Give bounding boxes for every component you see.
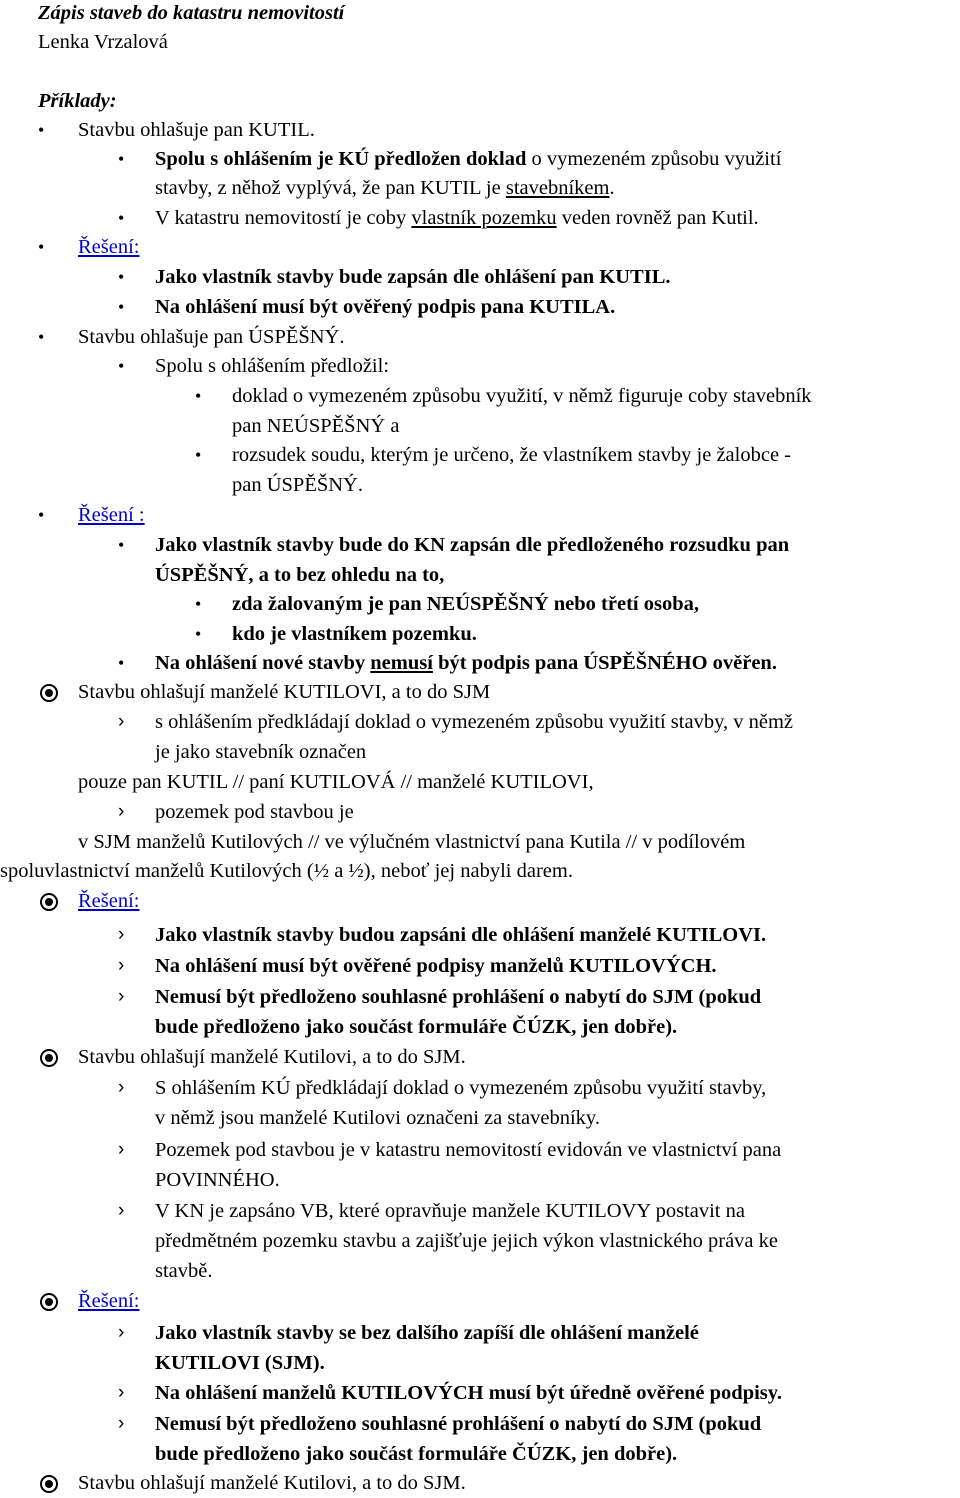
chevron-right-icon: ›: [118, 1382, 125, 1403]
bullet-icon: •: [118, 267, 125, 287]
ex4-line3: v němž jsou manželé Kutilovi označeni za stavebníky.: [155, 1107, 600, 1129]
bullet-icon: •: [118, 149, 125, 169]
ex1-resolution-1: Jako vlastník stavby bude zapsán dle ohlášení pan KUTIL.: [155, 266, 671, 288]
chevron-right-icon: ›: [118, 1139, 125, 1160]
chevron-right-icon: ›: [118, 711, 125, 732]
ex3-line1: Stavbu ohlašují manželé KUTILOVI, a to do SJM: [78, 681, 491, 703]
bullet-icon: •: [118, 653, 125, 673]
ex2-resolution-5-underlined: nemusí: [370, 652, 433, 674]
ex2-resolution-5: [155, 648, 777, 678]
bullet-icon: •: [118, 535, 125, 555]
ex1-resolution-label[interactable]: Řešení:: [78, 236, 140, 258]
ex4-line2: S ohlášením KÚ předkládají doklad o vymezeném způsobu využití stavby,: [155, 1077, 767, 1099]
ex1-line3: [155, 173, 615, 203]
circle-bullet-icon: [40, 893, 58, 911]
ex2-resolution-5-pre: Na ohlášení nové stavby: [155, 652, 371, 674]
chevron-right-icon: ›: [118, 924, 125, 945]
ex4-line4: Pozemek pod stavbou je v katastru nemovitostí evidován ve vlastnictví pana: [155, 1139, 782, 1161]
ex1-line4: [155, 203, 759, 233]
ex4-resolution-label[interactable]: Řešení:: [78, 1290, 140, 1312]
ex2-line5: rozsudek soudu, kterým je určeno, že vlastníkem stavby je žalobce -: [232, 444, 792, 466]
circle-bullet-icon: [40, 684, 58, 702]
ex4-resolution-2: KUTILOVI (SJM).: [155, 1352, 325, 1374]
bullet-icon: •: [38, 237, 45, 257]
bullet-icon: •: [38, 327, 45, 347]
examples-heading: Příklady:: [38, 90, 117, 112]
bullet-icon: •: [118, 356, 125, 376]
ex2-line1: Stavbu ohlašuje pan ÚSPĚŠNÝ.: [78, 326, 345, 348]
ex2-resolution-2: ÚSPĚŠNÝ, a to bez ohledu na to,: [155, 564, 445, 586]
ex3-resolution-3: Nemusí být předloženo souhlasné prohlášení o nabytí do SJM (pokud: [155, 986, 762, 1008]
ex4-line7: předmětném pozemku stavbu a zajišťuje jejich výkon vlastnického práva ke: [155, 1230, 778, 1252]
ex3-resolution-label[interactable]: Řešení:: [78, 890, 140, 912]
circle-bullet-icon: [40, 1049, 58, 1067]
chevron-right-icon: ›: [118, 801, 125, 822]
ex2-resolution-3: zda žalovaným je pan NEÚSPĚŠNÝ nebo třetí osoba,: [232, 593, 699, 615]
ex4-line8: stavbě.: [155, 1260, 213, 1282]
ex4-resolution-1: Jako vlastník stavby se bez dalšího zapíší dle ohlášení manželé: [155, 1322, 699, 1344]
ex2-line6: pan ÚSPĚŠNÝ.: [232, 474, 363, 496]
ex3-line3: je jako stavebník označen: [155, 741, 367, 763]
circle-bullet-icon: [40, 1475, 58, 1493]
ex1-line3-pre: stavby, z něhož vyplývá, že pan KUTIL je: [155, 177, 506, 199]
ex3-resolution-1: Jako vlastník stavby budou zapsáni dle ohlášení manželé KUTILOVI.: [155, 924, 767, 946]
ex3-resolution-2: Na ohlášení musí být ověřené podpisy manželů KUTILOVÝCH.: [155, 955, 717, 977]
ex5-line1: Stavbu ohlašují manželé Kutilovi, a to do SJM.: [78, 1472, 466, 1494]
ex1-line4-pre: V katastru nemovitostí je coby: [155, 207, 412, 229]
document-title: Zápis staveb do katastru nemovitostí: [38, 2, 345, 24]
ex1-line2: [155, 144, 781, 174]
bullet-icon: •: [118, 208, 125, 228]
ex2-resolution-1: Jako vlastník stavby bude do KN zapsán dle předloženého rozsudku pan: [155, 534, 790, 556]
bullet-icon: •: [195, 594, 202, 614]
ex2-line3: doklad o vymezeném způsobu využití, v němž figuruje coby stavebník: [232, 385, 812, 407]
chevron-right-icon: ›: [118, 1200, 125, 1221]
bullet-icon: •: [195, 624, 202, 644]
bullet-icon: •: [38, 505, 45, 525]
ex4-resolution-4: Nemusí být předloženo souhlasné prohlášení o nabytí do SJM (pokud: [155, 1413, 762, 1435]
ex2-line2: Spolu s ohlášením předložil:: [155, 355, 390, 377]
chevron-right-icon: ›: [118, 986, 125, 1007]
document-author: Lenka Vrzalová: [38, 31, 168, 53]
ex4-line5: POVINNÉHO.: [155, 1169, 280, 1191]
ex3-line2: s ohlášením předkládají doklad o vymezeném způsobu využití stavby, v němž: [155, 711, 794, 733]
ex4-line1: Stavbu ohlašují manželé Kutilovi, a to do SJM.: [78, 1046, 466, 1068]
ex4-line6: V KN je zapsáno VB, které opravňuje manžele KUTILOVY postavit na: [155, 1200, 745, 1222]
ex2-resolution-5-post: být podpis pana ÚSPĚŠNÉHO ověřen.: [432, 652, 777, 674]
ex1-line2-rest: o vymezeném způsobu využití: [531, 148, 782, 170]
chevron-right-icon: ›: [118, 1077, 125, 1098]
ex3-line6: v SJM manželů Kutilových // ve výlučném vlastnictví pana Kutila // v podílovém: [78, 831, 746, 853]
ex3-line5: pozemek pod stavbou je: [155, 801, 354, 823]
circle-bullet-icon: [40, 1293, 58, 1311]
ex2-line4: pan NEÚSPĚŠNÝ a: [232, 415, 400, 437]
ex1-line3-post: .: [609, 177, 615, 199]
chevron-right-icon: ›: [118, 1322, 125, 1343]
ex2-resolution-label[interactable]: Řešení :: [78, 504, 145, 526]
ex4-resolution-5: bude předloženo jako součást formuláře ČÚZK, jen dobře).: [155, 1443, 678, 1465]
ex1-line1: Stavbu ohlašuje pan KUTIL.: [78, 119, 315, 141]
bullet-icon: •: [38, 120, 45, 140]
ex1-line4-post: veden rovněž pan Kutil.: [556, 207, 759, 229]
chevron-right-icon: ›: [118, 955, 125, 976]
ex1-resolution-2: Na ohlášení musí být ověřený podpis pana KUTILA.: [155, 296, 616, 318]
vlastnik-pozemku-link[interactable]: vlastník pozemku: [411, 207, 557, 229]
ex2-resolution-4: kdo je vlastníkem pozemku.: [232, 623, 477, 645]
ex3-resolution-4: bude předloženo jako součást formuláře ČÚZK, jen dobře).: [155, 1016, 678, 1038]
bullet-icon: •: [195, 445, 202, 465]
ex4-resolution-3: Na ohlášení manželů KUTILOVÝCH musí být úředně ověřené podpisy.: [155, 1382, 783, 1404]
bullet-icon: •: [118, 297, 125, 317]
bullet-icon: •: [195, 386, 202, 406]
chevron-right-icon: ›: [118, 1413, 125, 1434]
stavebnik-link[interactable]: stavebníkem: [505, 177, 610, 199]
ex3-line7: spoluvlastnictví manželů Kutilových (½ a ½), neboť jej nabyli darem.: [0, 860, 573, 882]
ex1-line2-bold: Spolu s ohlášením je KÚ předložen doklad: [155, 148, 532, 170]
ex3-line4: pouze pan KUTIL // paní KUTILOVÁ // manželé KUTILOVI,: [78, 771, 594, 793]
